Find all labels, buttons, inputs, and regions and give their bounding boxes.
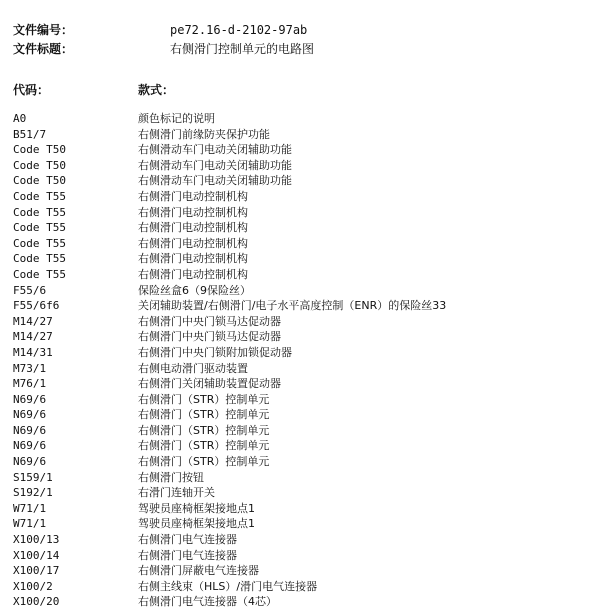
table-row: [13, 329, 588, 345]
table-row: [13, 376, 588, 392]
component-code: Code T55: [13, 236, 66, 250]
table-row: [13, 454, 588, 470]
component-description: 右侧滑门电动控制机构: [138, 236, 248, 250]
component-code: N69/6: [13, 439, 47, 453]
component-code: Code T55: [13, 205, 66, 219]
component-code: M14/31: [13, 345, 53, 359]
component-description: 右侧滑门电气连接器: [138, 533, 237, 547]
component-code: X100/17: [13, 564, 60, 578]
table-row: [13, 236, 588, 252]
component-description: 右侧滑门中央门锁马达促动器: [138, 330, 281, 344]
table-row: [13, 298, 588, 314]
component-code: W71/1: [13, 501, 47, 515]
component-description: 右侧滑门（STR）控制单元: [138, 439, 270, 453]
component-description: 右侧滑动车门电动关闭辅助功能: [138, 158, 292, 172]
table-row: [13, 127, 588, 143]
component-code: Code T55: [13, 221, 66, 235]
table-row: [13, 189, 588, 205]
component-code: Code T55: [13, 252, 66, 266]
component-description: 右侧滑门中央门锁马达促动器: [138, 314, 281, 328]
component-code: N69/6: [13, 392, 47, 406]
component-code: X100/14: [13, 548, 60, 562]
component-code: W71/1: [13, 517, 47, 531]
component-description: 右侧滑门电气连接器: [138, 548, 237, 562]
component-code: Code T50: [13, 158, 66, 172]
component-description: 右侧滑门中央门锁附加锁促动器: [138, 345, 292, 359]
code-column-header: 代码：: [13, 83, 50, 97]
table-row: [13, 314, 588, 330]
component-code: B51/7: [13, 127, 47, 141]
component-description: 右侧滑门（STR）控制单元: [138, 455, 270, 469]
table-row: [13, 407, 588, 423]
component-code: Code T55: [13, 189, 66, 203]
component-code: S159/1: [13, 470, 53, 484]
component-code: F55/6f6: [13, 299, 60, 313]
description-column-header: 款式：: [138, 83, 175, 97]
table-row: [13, 579, 588, 595]
component-description: 右侧滑动车门电动关闭辅助功能: [138, 174, 292, 188]
component-code: N69/6: [13, 455, 47, 469]
component-description: 右侧主线束（HLS）/滑门电气连接器: [138, 579, 318, 593]
table-row: [13, 532, 588, 548]
component-code: X100/13: [13, 533, 60, 547]
table-row: [13, 142, 588, 158]
component-description: 右侧滑动车门电动关闭辅助功能: [138, 143, 292, 157]
component-code: Code T50: [13, 174, 66, 188]
table-row: [13, 563, 588, 579]
component-code: M14/27: [13, 314, 53, 328]
component-description: 右侧滑门（STR）控制单元: [138, 408, 270, 422]
component-list: [13, 111, 588, 610]
component-description: 颜色标记的说明: [138, 112, 215, 125]
table-row: [13, 283, 588, 299]
doc-title-label: 文件标题：: [13, 42, 74, 56]
component-description: 关闭辅助装置/右侧滑门/电子水平高度控制（ENR）的保险丝33: [138, 299, 447, 313]
component-code: M14/27: [13, 330, 53, 344]
table-row: [13, 158, 588, 174]
table-row: [13, 173, 588, 189]
table-row: [13, 438, 588, 454]
table-row: [13, 470, 588, 486]
component-code: X100/2: [13, 579, 53, 593]
table-row: [13, 361, 588, 377]
component-description: 驾驶员座椅框架接地点1: [138, 517, 255, 531]
component-description: 右侧滑门电动控制机构: [138, 221, 248, 235]
component-description: 右侧滑门电气连接器（4芯）: [138, 595, 277, 609]
component-description: 保险丝盒6（9保险丝）: [138, 283, 251, 297]
table-row: [13, 220, 588, 236]
component-description: 右侧滑门（STR）控制单元: [138, 392, 270, 406]
table-row: [13, 392, 588, 408]
doc-number-value: pe72.16-d-2102-97ab: [170, 23, 308, 37]
component-code: N69/6: [13, 423, 47, 437]
component-description: 右侧滑门电动控制机构: [138, 267, 248, 281]
component-description: 右侧滑门电动控制机构: [138, 205, 248, 219]
component-description: 右侧电动滑门驱动装置: [138, 361, 248, 375]
table-row: [13, 501, 588, 517]
component-code: Code T50: [13, 143, 66, 157]
table-row: [13, 594, 588, 610]
table-row: [13, 548, 588, 564]
table-row: [13, 267, 588, 283]
component-description: 右侧滑门按钮: [138, 470, 204, 484]
component-description: 右侧滑门屏蔽电气连接器: [138, 564, 259, 578]
table-row: [13, 205, 588, 221]
table-row: [13, 516, 588, 532]
doc-title-value: 右侧滑门控制单元的电路图: [170, 42, 315, 56]
component-code: X100/20: [13, 595, 60, 609]
component-code: Code T55: [13, 267, 66, 281]
table-header: [13, 81, 573, 99]
table-row: [13, 251, 588, 267]
component-code: S192/1: [13, 486, 53, 500]
component-description: 右滑门连轴开关: [138, 486, 215, 500]
component-description: 驾驶员座椅框架接地点1: [138, 501, 255, 515]
component-description: 右侧滑门电动控制机构: [138, 189, 248, 203]
component-code: M73/1: [13, 361, 47, 375]
doc-number-label: 文件编号：: [13, 23, 74, 37]
component-description: 右侧滑门关闭辅助装置促动器: [138, 377, 281, 391]
table-row: [13, 111, 588, 127]
component-description: 右侧滑门（STR）控制单元: [138, 423, 270, 437]
component-code: N69/6: [13, 408, 47, 422]
component-code: M76/1: [13, 377, 47, 391]
table-row: [13, 345, 588, 361]
table-row: [13, 423, 588, 439]
component-code: F55/6: [13, 283, 47, 297]
component-description: 右侧滑门前缘防夹保护功能: [138, 127, 270, 141]
component-code: A0: [13, 112, 27, 125]
component-description: 右侧滑门电动控制机构: [138, 252, 248, 266]
table-row: [13, 485, 588, 501]
